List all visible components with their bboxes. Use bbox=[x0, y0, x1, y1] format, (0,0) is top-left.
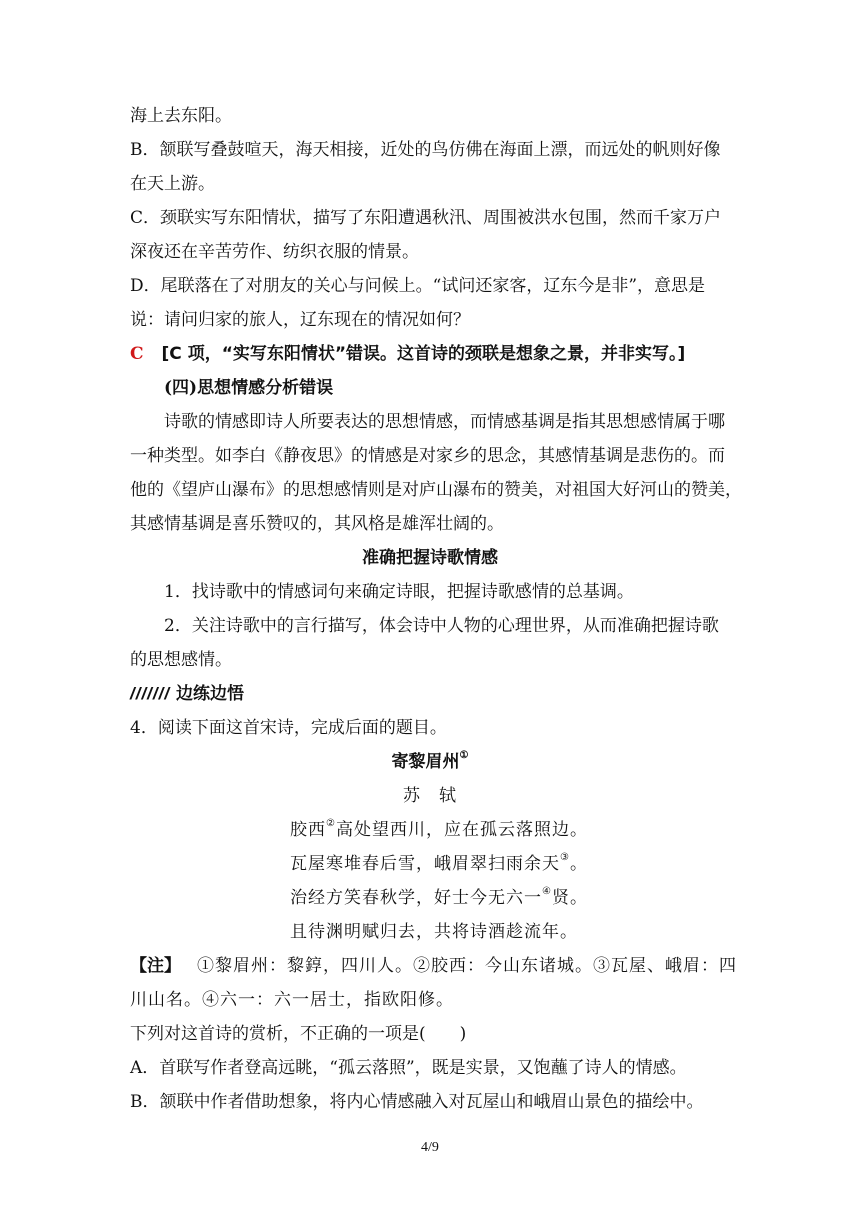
footnote-mark: ④ bbox=[542, 886, 552, 898]
question-ask: 下列对这首诗的赏析，不正确的一项是( ) bbox=[130, 1024, 467, 1044]
note-text: ①黎眉州：黎錞，四川人。②胶西：今山东诸城。③瓦屋、峨眉：四 bbox=[197, 956, 737, 976]
paragraph-line: 诗歌的情感即诗人所要表达的思想情感，而情感基调是指其思想感情属于哪 bbox=[164, 412, 725, 432]
poem-verse: 且待渊明赋归去，共将诗酒趁流年。 bbox=[290, 922, 578, 942]
option-d-line: D．尾联落在了对朋友的关心与问候上。“试问还家客，辽东今是非”，意思是 bbox=[130, 276, 706, 296]
poem-verse bbox=[290, 818, 588, 842]
note-line-cont: 川山名。④六一：六一居士，指欧阳修。 bbox=[130, 990, 454, 1010]
poem-verse bbox=[290, 886, 588, 910]
tip-item-cont: 的思想感情。 bbox=[130, 650, 232, 670]
footnote-mark: ② bbox=[326, 818, 336, 830]
section-heading: (四)思想情感分析错误 bbox=[164, 378, 334, 398]
page-number: 4/9 bbox=[421, 1140, 439, 1155]
verse-text: 高处望西川，应在孤云落照边。 bbox=[335, 820, 588, 840]
answer-letter: C bbox=[130, 344, 144, 364]
verse-text: 胶西 bbox=[290, 820, 326, 840]
tip-item: 2．关注诗歌中的言行描写，体会诗中人物的心理世界，从而准确把握诗歌 bbox=[164, 616, 719, 636]
verse-text: 。 bbox=[569, 854, 588, 874]
option-c-line: C．颈联实写东阳情状，描写了东阳遭遇秋汛、周围被洪水包围，然而千家万户 bbox=[130, 208, 722, 228]
verse-text: 瓦屋寒堆春后雪，峨眉翠扫雨余天 bbox=[290, 854, 560, 874]
poem-title bbox=[0, 750, 860, 774]
poem-title-text: 寄黎眉州 bbox=[391, 752, 460, 772]
tip-title: 准确把握诗歌情感 bbox=[362, 548, 498, 568]
paragraph-line: 一种类型。如李白《静夜思》的情感是对家乡的思念，其感情基调是悲伤的。而 bbox=[130, 446, 725, 466]
text-line: 在天上游。 bbox=[130, 174, 215, 194]
slash-separator: /////// bbox=[130, 684, 171, 703]
option-a: A．首联写作者登高远眺，“孤云落照”，既是实景，又饱蘸了诗人的情感。 bbox=[130, 1058, 687, 1078]
verse-text: 治经方笑春秋学，好士今无六一 bbox=[290, 888, 542, 908]
paragraph-line: 他的《望庐山瀑布》的思想感情则是对庐山瀑布的赞美，对祖国大好河山的赞美， bbox=[130, 480, 742, 500]
practice-header bbox=[130, 682, 244, 706]
question-stem: 4．阅读下面这首宋诗，完成后面的题目。 bbox=[130, 718, 447, 738]
poem-verse bbox=[290, 852, 588, 876]
option-b: B．颔联中作者借助想象，将内心情感融入对瓦屋山和峨眉山景色的描绘中。 bbox=[130, 1092, 704, 1112]
text-line: 说：请问归家的旅人，辽东现在的情况如何？ bbox=[130, 310, 470, 330]
poem-author: 苏 轼 bbox=[403, 786, 457, 806]
paragraph-line: 其感情基调是喜乐赞叹的，其风格是雄浑壮阔的。 bbox=[130, 514, 504, 534]
verse-text: 贤。 bbox=[551, 888, 588, 908]
text-line: 海上去东阳。 bbox=[130, 106, 232, 126]
answer-line bbox=[130, 342, 685, 366]
answer-explanation: [C 项，“实写东阳情状”错误。这首诗的颈联是想象之景，并非实写。] bbox=[161, 344, 686, 364]
tip-item: 1．找诗歌中的情感词句来确定诗眼，把握诗歌感情的总基调。 bbox=[164, 582, 634, 602]
note-label: 【注】 bbox=[130, 956, 181, 976]
note-line bbox=[130, 954, 737, 978]
practice-label: 边练边悟 bbox=[175, 684, 244, 704]
footnote-mark: ③ bbox=[560, 852, 570, 864]
option-b-line: B．颔联写叠鼓喧天，海天相接，近处的鸟仿佛在海面上漂，而远处的帆则好像 bbox=[130, 140, 721, 160]
text-line: 深夜还在辛苦劳作、纺织衣服的情景。 bbox=[130, 242, 419, 262]
footnote-mark: ① bbox=[459, 750, 469, 762]
